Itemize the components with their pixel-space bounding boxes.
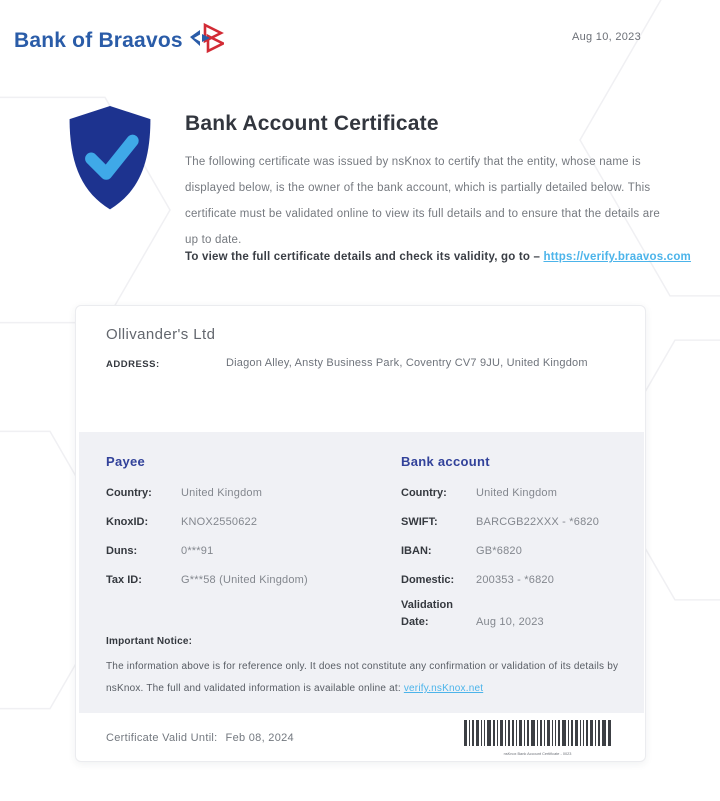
payee-taxid-row: [106, 572, 308, 589]
field-label: IBAN:: [401, 545, 432, 557]
certificate-barcode: [464, 720, 611, 759]
valid-until-label: Certificate Valid Until:: [106, 732, 218, 744]
field-value: BARCGB22XXX - *6820: [476, 516, 600, 528]
certificate-description: The following certificate was issued by nsKnox to certify that the entity, whose name is displayed below, is the owner of the bank account, which is partially detailed below. This certificate must be validated online to view its full details and to ensure that the details are up to date.: [185, 156, 660, 246]
field-value: United Kingdom: [476, 487, 558, 499]
field-label: Tax ID:: [106, 574, 142, 586]
company-name: Ollivander's Ltd: [106, 326, 216, 343]
notice-body: The information above is for reference only. It does not constitute any confirmation or validation of its details by nsKnox. The full and validated information is available online at:: [106, 661, 619, 694]
field-label: Country:: [401, 487, 447, 499]
page-title: Bank Account Certificate: [185, 112, 439, 135]
certificate-card: [75, 305, 646, 762]
bank-country-row: [401, 485, 557, 502]
bank-iban-row: [401, 543, 522, 560]
payee-country-row: [106, 485, 262, 502]
payee-heading: Payee: [106, 454, 146, 469]
verify-cta: [185, 251, 691, 263]
barcode-caption: nsKnox Bank Account Certificate - 0023: [503, 752, 572, 756]
field-value: Aug 10, 2023: [476, 616, 544, 628]
address-label: ADDRESS:: [106, 359, 160, 370]
important-notice-text: [106, 656, 631, 700]
payee-knoxid-row: [106, 514, 257, 531]
field-label: SWIFT:: [401, 516, 438, 528]
field-value: KNOX2550622: [181, 516, 258, 528]
field-value: GB*6820: [476, 545, 523, 557]
field-value: 0***91: [181, 545, 214, 557]
verify-link[interactable]: https://verify.braavos.com: [543, 251, 691, 263]
address-value: Diagon Alley, Ansty Business Park, Coventry CV7 9JU, United Kingdom: [226, 357, 588, 369]
field-label: Duns:: [106, 545, 138, 557]
field-label: KnoxID:: [106, 516, 149, 528]
bank-logo: [14, 22, 224, 59]
field-label: Validation Date:: [401, 599, 453, 628]
nsknox-verify-link[interactable]: verify.nsKnox.net: [403, 683, 484, 694]
field-value: United Kingdom: [181, 487, 263, 499]
details-panel: [79, 432, 644, 713]
bank-validation-date-row: [401, 597, 544, 631]
bank-logo-icon: [188, 22, 224, 59]
issue-date: Aug 10, 2023: [571, 31, 641, 43]
valid-until-date: Feb 08, 2024: [225, 732, 294, 744]
shield-check-icon: [63, 101, 157, 226]
field-value: G***58 (United Kingdom): [181, 574, 308, 586]
field-label: Country:: [106, 487, 152, 499]
bank-logo-text: Bank of Braavos: [14, 28, 183, 52]
important-notice-title: Important Notice:: [106, 636, 193, 647]
valid-until-row: [106, 732, 294, 744]
bank-swift-row: [401, 514, 599, 531]
bank-account-heading: Bank account: [401, 454, 490, 469]
field-label: Domestic:: [401, 574, 455, 586]
verify-cta-text: To view the full certificate details and check its validity, go to –: [185, 251, 544, 263]
field-value: 200353 - *6820: [476, 574, 555, 586]
payee-duns-row: [106, 543, 213, 560]
bank-domestic-row: [401, 572, 554, 589]
